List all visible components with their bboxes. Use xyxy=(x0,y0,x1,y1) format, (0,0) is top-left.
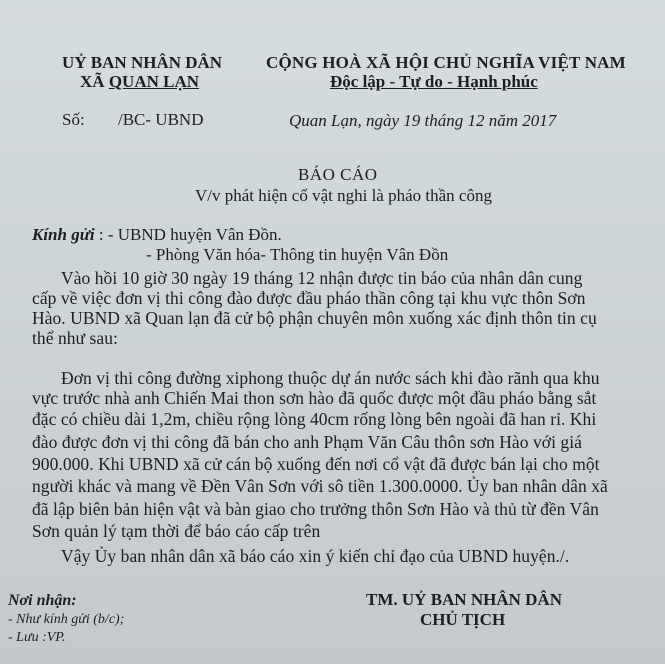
body-line: vực trước nhà anh Chiến Mai thon sơn hào đã quốc được một đầu pháo bằng sắt xyxy=(32,388,597,408)
document-number-label: Số: xyxy=(62,110,85,129)
recipients-label: Kính gửi xyxy=(32,225,95,244)
body-line: Sơn quản lý tạm thời để báo cáo cấp trên xyxy=(32,521,321,541)
signer-title: TM. UỶ BAN NHÂN DÂN xyxy=(366,590,562,609)
recipients-block xyxy=(32,225,282,245)
body-line: Đơn vị thi công đường xiphong thuộc dự án nước sách khi đào rãnh qua khu xyxy=(61,368,600,388)
body-line: 900.000. Khi UBND xã cử cán bộ xuống đến nơi cổ vật đã được bán lại cho một xyxy=(32,454,600,474)
report-heading: BÁO CÁO xyxy=(298,165,378,184)
body-line: Vào hồi 10 giờ 30 ngày 19 tháng 12 nhận được tin báo của nhân dân cung xyxy=(61,268,583,288)
issuer-commune-prefix: XÃ xyxy=(80,72,109,91)
recipient-line-1: : - UBND huyện Vân Đồn. xyxy=(98,225,282,244)
issuer-name: UỶ BAN NHÂN DÂN xyxy=(62,53,223,72)
body-line: đào được đơn vị thi công đã bán cho anh Phạm Văn Câu thôn sơn Hào với giá xyxy=(32,432,582,452)
issuer-commune-name: QUAN LẠN xyxy=(108,72,200,91)
national-motto: Độc lập - Tự do - Hạnh phúc xyxy=(330,72,538,91)
distribution-item: - Như kính gửi (b/c); xyxy=(8,612,125,627)
report-subject: V/v phát hiện cổ vật nghi là pháo thần công xyxy=(195,186,492,205)
recipient-line-2: - Phòng Văn hóa- Thông tin huyện Vân Đồn xyxy=(146,245,449,264)
body-line: Vậy Ủy ban nhân dân xã báo cáo xin ý kiến chỉ đạo của UBND huyện./. xyxy=(61,546,570,566)
body-line: cấp về việc đơn vị thi công đào được đầu pháo thần công tại khu vực thôn Sơn xyxy=(32,288,586,308)
body-line: thể như sau: xyxy=(32,328,118,348)
body-line: Hào. UBND xã Quan lạn đã cử bộ phận chuyên môn xuống xác định thôn tin cụ xyxy=(32,308,597,328)
signer-position: CHỦ TỊCH xyxy=(420,610,506,629)
distribution-label: Nơi nhận: xyxy=(8,592,77,609)
body-line: đặc có chiều dài 1,2m, chiều rộng lòng 40cm rống lòng bên ngoài đã han rỉ. Khi xyxy=(32,409,597,429)
distribution-item: - Lưu :VP. xyxy=(8,630,66,645)
body-line: người khác và mang về Đền Vân Sơn với sô tiền 1.300.0000. Ủy ban nhân dân xã xyxy=(32,476,608,496)
body-line: đã lập biên bản hiện vật và bàn giao cho trưởng thôn Sơn Hào và thủ từ đền Vân xyxy=(32,499,599,519)
place-date: Quan Lạn, ngày 19 tháng 12 năm 2017 xyxy=(289,111,557,130)
national-title: CỘNG HOÀ XÃ HỘI CHỦ NGHĨA VIỆT NAM xyxy=(266,53,626,72)
document-number: /BC- UBND xyxy=(118,110,204,129)
issuer-commune xyxy=(80,72,199,92)
